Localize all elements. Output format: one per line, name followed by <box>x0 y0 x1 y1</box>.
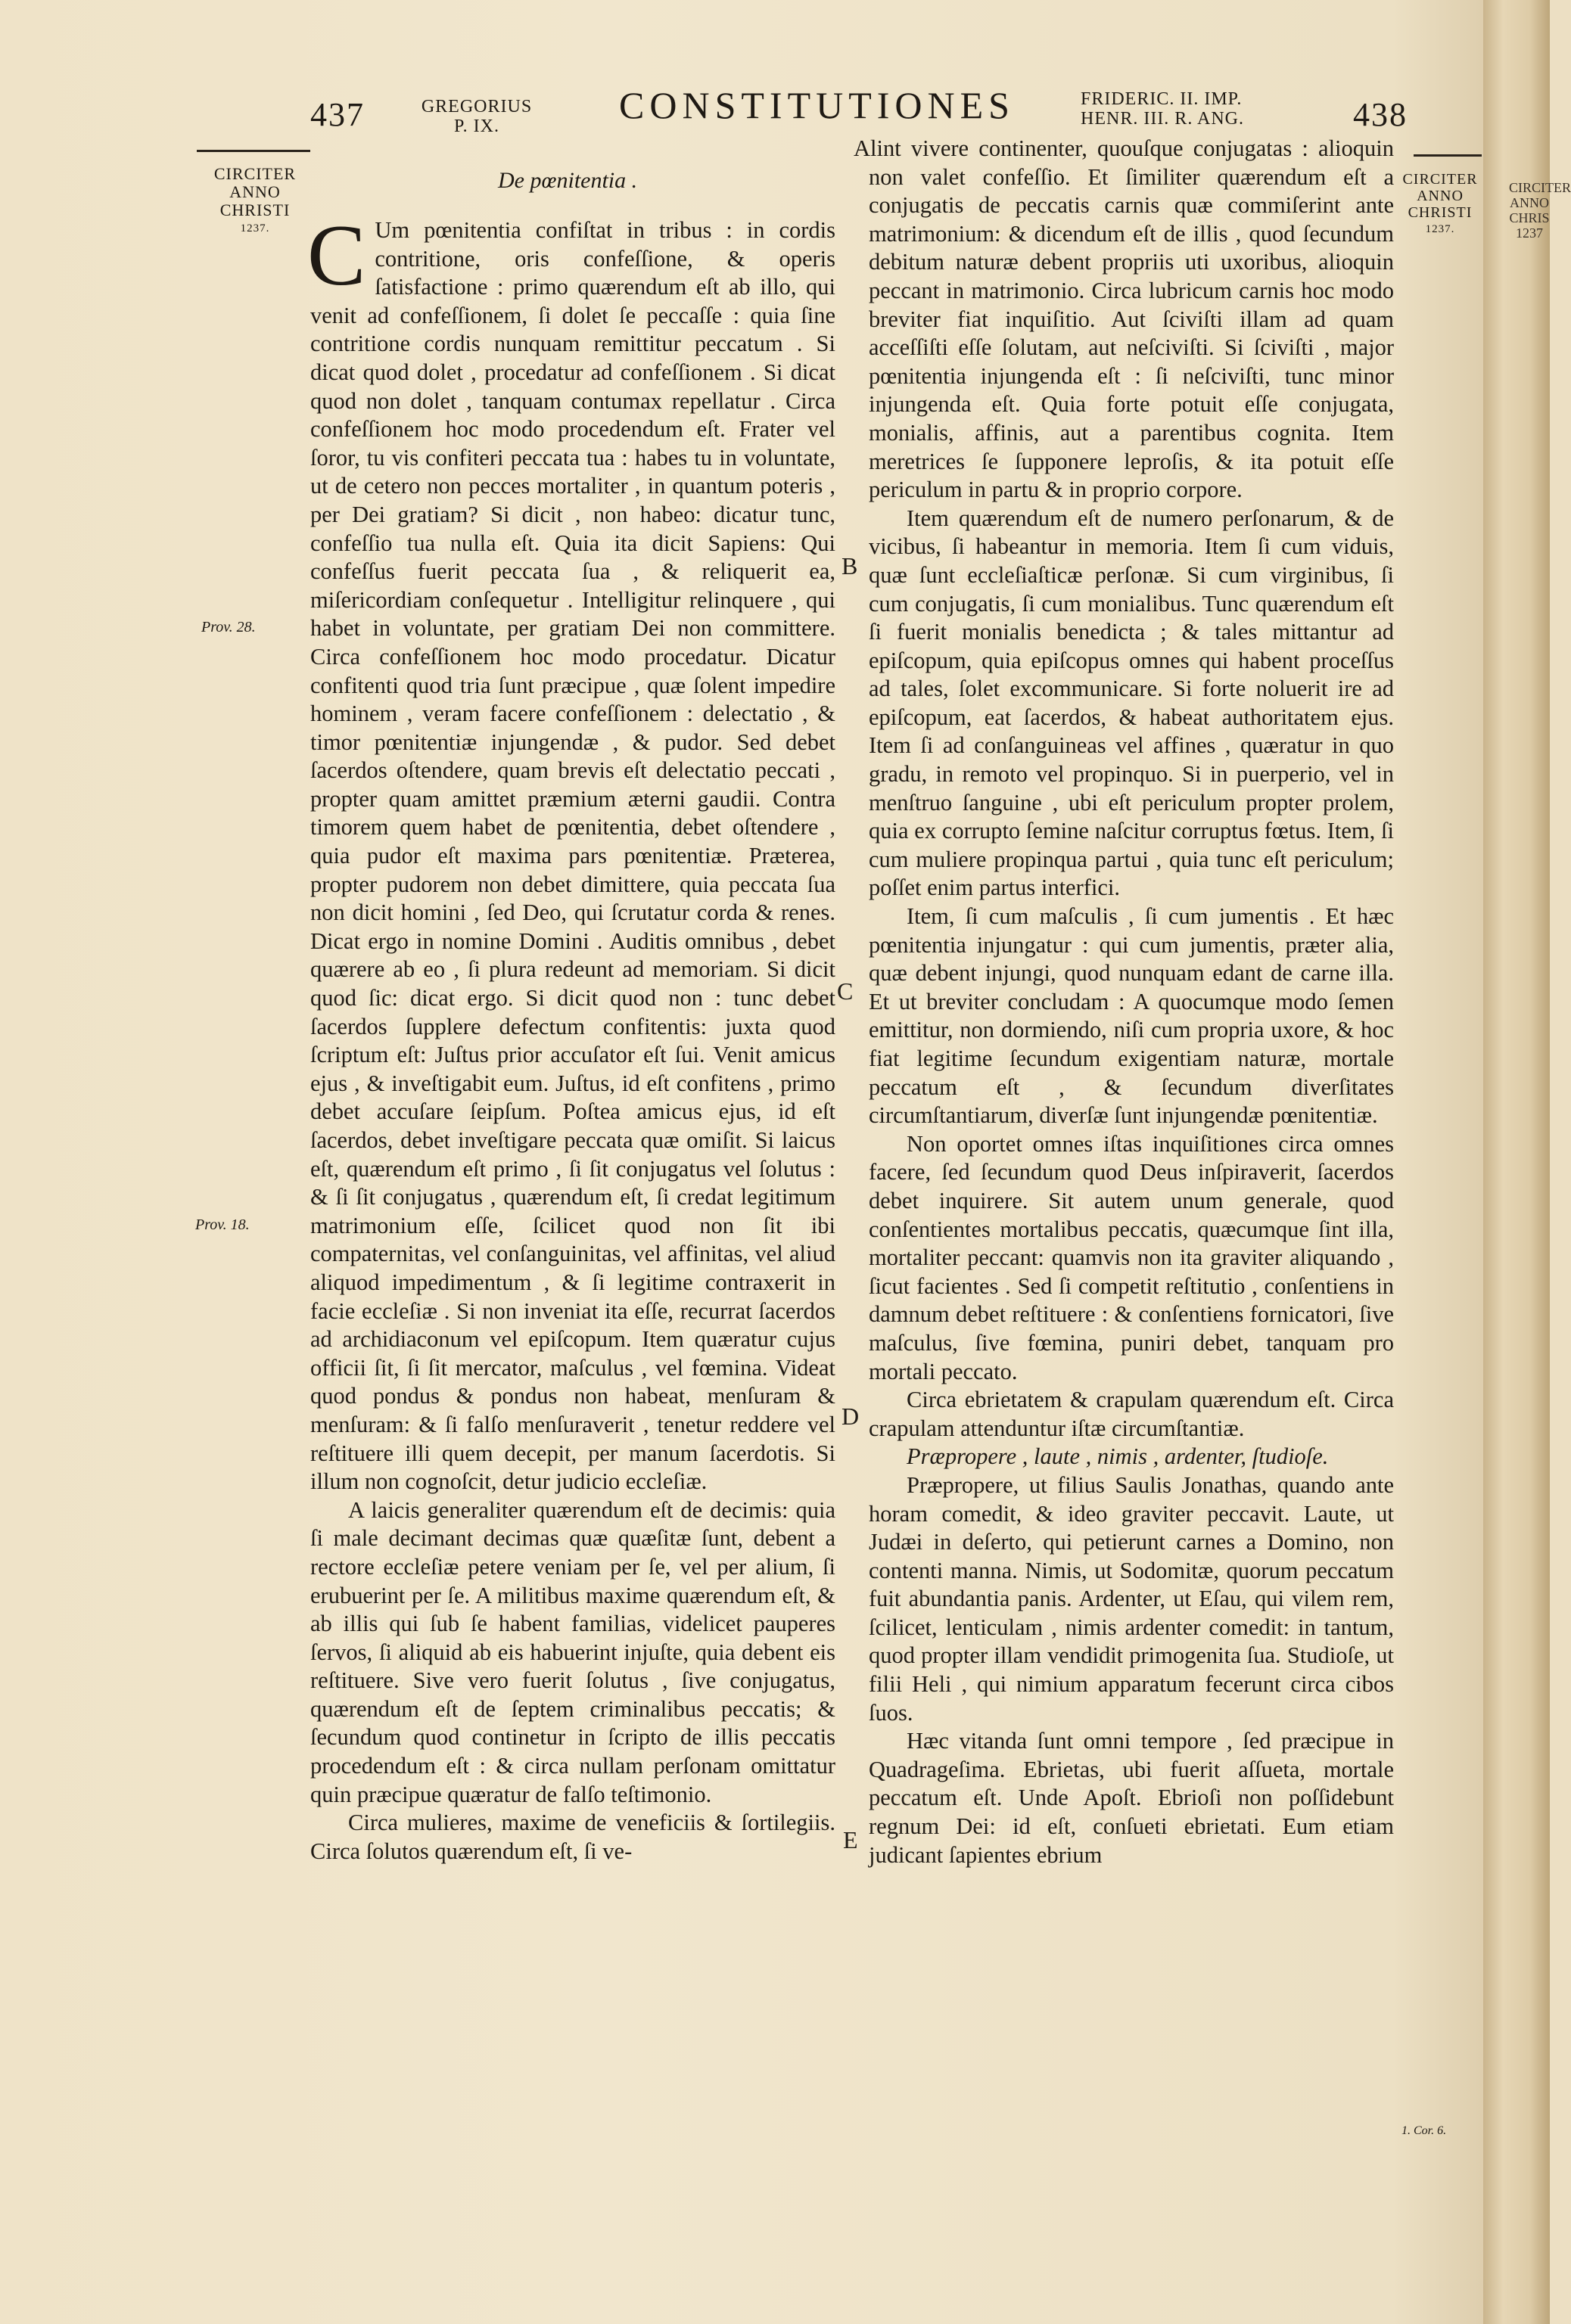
next-page-date-line1: CIRCITER <box>1509 180 1571 195</box>
section-letter-e: E <box>843 1826 858 1853</box>
right-running-head-line1: FRIDERIC. II. IMP. <box>1081 89 1243 109</box>
right-paragraph-7: Præpropere, ut filius Saulis Jonathas, quando ante horam comedit, & ideo graviter peccavit. Laute, ut Judæi in deſerto, qui petierunt carnes a Domino, non contenti manna. Nimis, ut Sodomitæ, quorum peccatum fuit abundantia panis. Ardenter, ut Eſau, qui vilem rem, ſcilicet, lenticulam , nimis ardenter comedit: in tantum, quod propter illam vendidit primogenita ſua. Studioſe, ut filii Heli , qui nimium apparatum fecerunt circa cibos ſuos. <box>869 1471 1394 1726</box>
next-page-date-year: 1237 <box>1516 225 1543 241</box>
left-paragraph-1 <box>307 207 835 1496</box>
left-margin-date-year: 1237. <box>240 222 270 235</box>
left-running-author-line2: P. IX. <box>453 117 499 136</box>
page-number-left: 437 <box>310 96 365 133</box>
book-spine <box>1483 0 1571 2324</box>
left-paragraph-1-text: Um pœnitentia confiſtat in tribus : in cordis contritione, oris confeſſione, & operis ſatisfactione : primo quærendum eſt ab illo, qui venit ad confeſſionem, ſi dolet ſe peccaſſe : quia ſine contritione cordis nunquam remittitur peccatum . Si dicat quod dolet , procedatur ad confeſſionem . Si dicat quod non dolet , tanquam contumax repellatur . Circa confeſſionem hoc modo procedendum eſt. Frater vel ſoror, tu vis confiteri peccata tua : habes tu in voluntate, ut de cetero non pecces mortaliter , in quantum poteris , per Dei gratiam? Si dicit , non habeo: dicatur tunc, confeſſio tua nulla eſt. Quia ita dicit Sapiens: Qui confeſſus fuerit peccata ſua , & reliquerit ea, miſericordiam conſequetur . Intelligitur relinquere , qui habet in voluntate, per gratiam Dei non committere. Circa confeſſionem hoc modo procedatur. Dicatur confitenti quod tria ſunt præcipue , quæ ſolent impedire hominem , veram facere confeſſionem : delectatio , & timor pœnitentiæ injungendæ , & pudor. Sed debet ſacerdos oſtendere, quam brevis eſt delectatio peccati , propter quam amittet præmium æterni gaudii. Contra timorem quem habet de pœnitentia, debet oſtendere , quia pudor eſt maxima pars pœnitentiæ. Præterea, propter pudorem non debet dimittere, quia peccata ſua non dicit homini , ſed Deo, qui ſcrutatur corda & renes. Dicat ergo in nomine Domini . Auditis omnibus , debet quærere ab eo , ſi plura redeunt ad memoriam. Si dicit quod ſic: dicat ergo. Si dicit quod non : tunc debet ſacerdos ſupplere defectum confitentis: juxta quod ſcriptum eſt: Juſtus prior accuſator eſt ſui. Venit amicus ejus , & inveſtigabit eum. Juſtus, id eſt confitens , primo debet accuſare ſeipſum. Poſtea amicus ejus, id eſt ſacerdos, debet inveſtigare peccata quæ omiſit. Si laicus eſt, quærendum eſt primo , ſi ſit conjugatus vel ſolutus : & ſi ſit conjugatus , quærendum eſt, ſi credat legitimum matrimonium eſſe, ſcilicet quod non ſit ibi compaternitas, vel conſanguinitas, vel affinitas, vel aliud aliquod impedimentum , & ſi legitime contraxerit in facie eccleſiæ . Si non inveniat ita eſſe, recurrat ſacerdos ad archidiaconum vel epiſcopum. Item quæratur cujus officii ſit, ſi ſit mercator, maſculus , vel fœmina. Videat quod pondus & pondus non habeat, menſuram & menſuram: & ſi falſo menſuraverit , tenetur reddere vel reſtituere illi quem decepit, per manum ſacerdotis. Si illum non cognoſcit, detur judicio eccleſiæ. <box>310 217 835 1495</box>
margin-ref-prov28: Prov. 28. <box>201 619 256 635</box>
right-paragraph-8: Hæc vitanda ſunt omni tempore , ſed præcipue in Quadrageſima. Ebrietas, ubi fuerit aſſueta, mortale peccatum eſt. Unde Apoſt. Ebrioſi non poſſidebunt regnum Dei: id eſt, conſueti ebrietati. Eum etiam judicant ſapientes ebrium <box>869 1728 1394 1868</box>
page-number-right: 438 <box>1353 96 1408 133</box>
next-page-margin-date <box>1509 180 1571 241</box>
right-margin-date <box>1398 171 1482 238</box>
left-margin-date-line1: CIRCITER <box>213 164 297 183</box>
next-page-date-line2: ANNO <box>1510 195 1549 210</box>
right-margin-date-line2: ANNO <box>1417 188 1464 204</box>
left-margin-date-line3: CHRISTI <box>219 200 291 219</box>
left-margin-date <box>191 165 319 238</box>
header-rule-left <box>197 150 310 152</box>
left-text-column <box>307 207 835 1866</box>
left-margin-date-line2: ANNO <box>229 182 281 201</box>
right-running-head <box>1081 89 1244 129</box>
right-paragraph-3: Item, ſi cum maſculis , ſi cum jumentis . Et hæc pœnitentia injungatur : qui cum jumentis, præter alia, quæ debent injungi, quod nunquam edant de carne illa. Et ut breviter concludam : A quocumque modo ſemen emittitur, non dormiendo, niſi cum propria uxore, & hoc fiat legitime ſecundum exigentiam naturæ, mortale peccatum eſt , & ſecundum diverſitates circumſtantiarum, diverſæ ſunt injungendæ pœnitentiæ. <box>869 903 1394 1129</box>
section-title: De pœnitentia . <box>498 168 638 193</box>
left-running-author <box>420 97 534 136</box>
right-first-letter: A <box>854 135 871 161</box>
right-margin-date-year: 1237. <box>1425 223 1455 235</box>
right-paragraph-1 <box>854 135 1394 505</box>
section-letter-b: B <box>841 552 858 579</box>
right-paragraph-6: Præpropere , laute , nimis , ardenter, ſtudioſe. <box>907 1443 1329 1470</box>
right-margin-date-line3: CHRISTI <box>1408 204 1473 221</box>
right-paragraph-1-text: lint vivere continenter, quouſque conjugatas : alioquin non valet confeſſio. Et ſimiliter quærendum eſt a conjugatis de peccatis carnis quæ commiſerint ante matrimonium: & dicendum eſt de illis , quod ſecundum debitum naturæ debent propriis uti uxoribus, alioquin peccant in matrimonio. Circa lubricum carnis hoc modo breviter fiat inquiſitio. Aut ſciviſti illam ad quam acceſſiſti eſſe ſolutam, aut neſciviſti. Si ſciviſti , major pœnitentia injungenda eſt : ſi neſciviſti, tunc minor injungenda eſt. Quia forte potuit eſſe conjugata, monialis, affinis, aut a parentibus cognita. Item meretrices ſe ſupponere leproſis, & ita potuit eſſe periculum in partu & in proprio corpore. <box>869 135 1394 503</box>
drop-cap: C <box>307 207 366 304</box>
section-letter-d: D <box>841 1403 860 1430</box>
margin-ref-prov18: Prov. 18. <box>195 1216 250 1233</box>
right-running-head-line2: HENR. III. R. ANG. <box>1081 109 1244 129</box>
right-margin-date-line1: CIRCITER <box>1402 171 1478 188</box>
next-page-date-line3: CHRIS <box>1509 210 1550 225</box>
right-text-column <box>854 135 1394 1869</box>
left-paragraph-2: A laicis generaliter quærendum eſt de decimis: quia ſi male decimant decimas quæ quæſitæ ſunt, debent a rectore eccleſiæ petere veniam per ſe, vel per alium, ſi erubuerint per ſe. A militibus maxime quærendum eſt, & ab illis qui ſub ſe habent familias, videlicet pauperes ſervos, ſi aliquid ab eis habuerint injuſte, quia debent eis reſtituere. Sive vero fuerit ſolutus , ſive conjugatus, quærendum eſt de ſeptem criminalibus peccatis; & ſecundum quod continetur in ſcripto de illis peccatis procedendum eſt : & circa nullam perſonam omittatur quin præcipue quæratur de falſo teſtimonio. <box>310 1496 835 1807</box>
page-title: CONSTITUTIONES <box>619 84 1015 126</box>
header-rule-right <box>1414 154 1482 157</box>
margin-ref-cor6: 1. Cor. 6. <box>1401 2124 1447 2137</box>
left-running-author-line1: GREGORIUS <box>421 97 533 117</box>
right-paragraph-4: Non oportet omnes iſtas inquiſitiones circa omnes facere, ſed ſecundum quod Deus inſpiraverit, ſacerdos debet inquirere. Sit autem unum generale, quod conſentientes mortalibus peccatis, quæcumque ſint illa, mortaliter peccant: quamvis non ita graviter aliquando , ſicut facientes . Sed ſi competit reſtitutio , conſentiens in damnum debet reſtituere : & conſentiens fornicatori, ſive maſculus, ſive fœmina, puniri debet, tanquam pro mortali peccato. <box>869 1130 1394 1384</box>
right-paragraph-2: Item quærendum eſt de numero perſonarum, & de vicibus, ſi habeantur in memoria. Item ſi cum viduis, quæ ſunt eccleſiaſticæ perſonæ. Si cum virginibus, ſi cum conjugatis, ſi cum monialibus. Tunc quærendum eſt ſi fuerit monialis benedicta ; & tales mittantur ad epiſcopum, quia epiſcopus omnes qui habent proceſſus ad tales, ſolet excommunicare. Si forte noluerit ire ad epiſcopum, eat ſacerdos, & habeat authoritatem ejus. Item ſi ad conſanguineas vel affines , quæratur in quo gradu, in remoto vel propinquo. Si in puerperio, vel in menſtruo ſanguine , ubi eſt periculum propter prolem, quia ex corrupto ſemine naſcitur corruptus fœtus. Item, ſi cum muliere propinqua partui , quia tunc eſt periculum; poſſet enim partus interfici. <box>869 505 1394 901</box>
left-paragraph-3: Circa mulieres, maxime de veneficiis & ſortilegiis. Circa ſolutos quærendum eſt, ſi ve- <box>310 1810 835 1864</box>
right-paragraph-5: Circa ebrietatem & crapulam quærendum eſt. Circa crapulam attenduntur iſtæ circumſtantiæ. <box>869 1387 1394 1441</box>
section-letter-c: C <box>837 977 854 1005</box>
